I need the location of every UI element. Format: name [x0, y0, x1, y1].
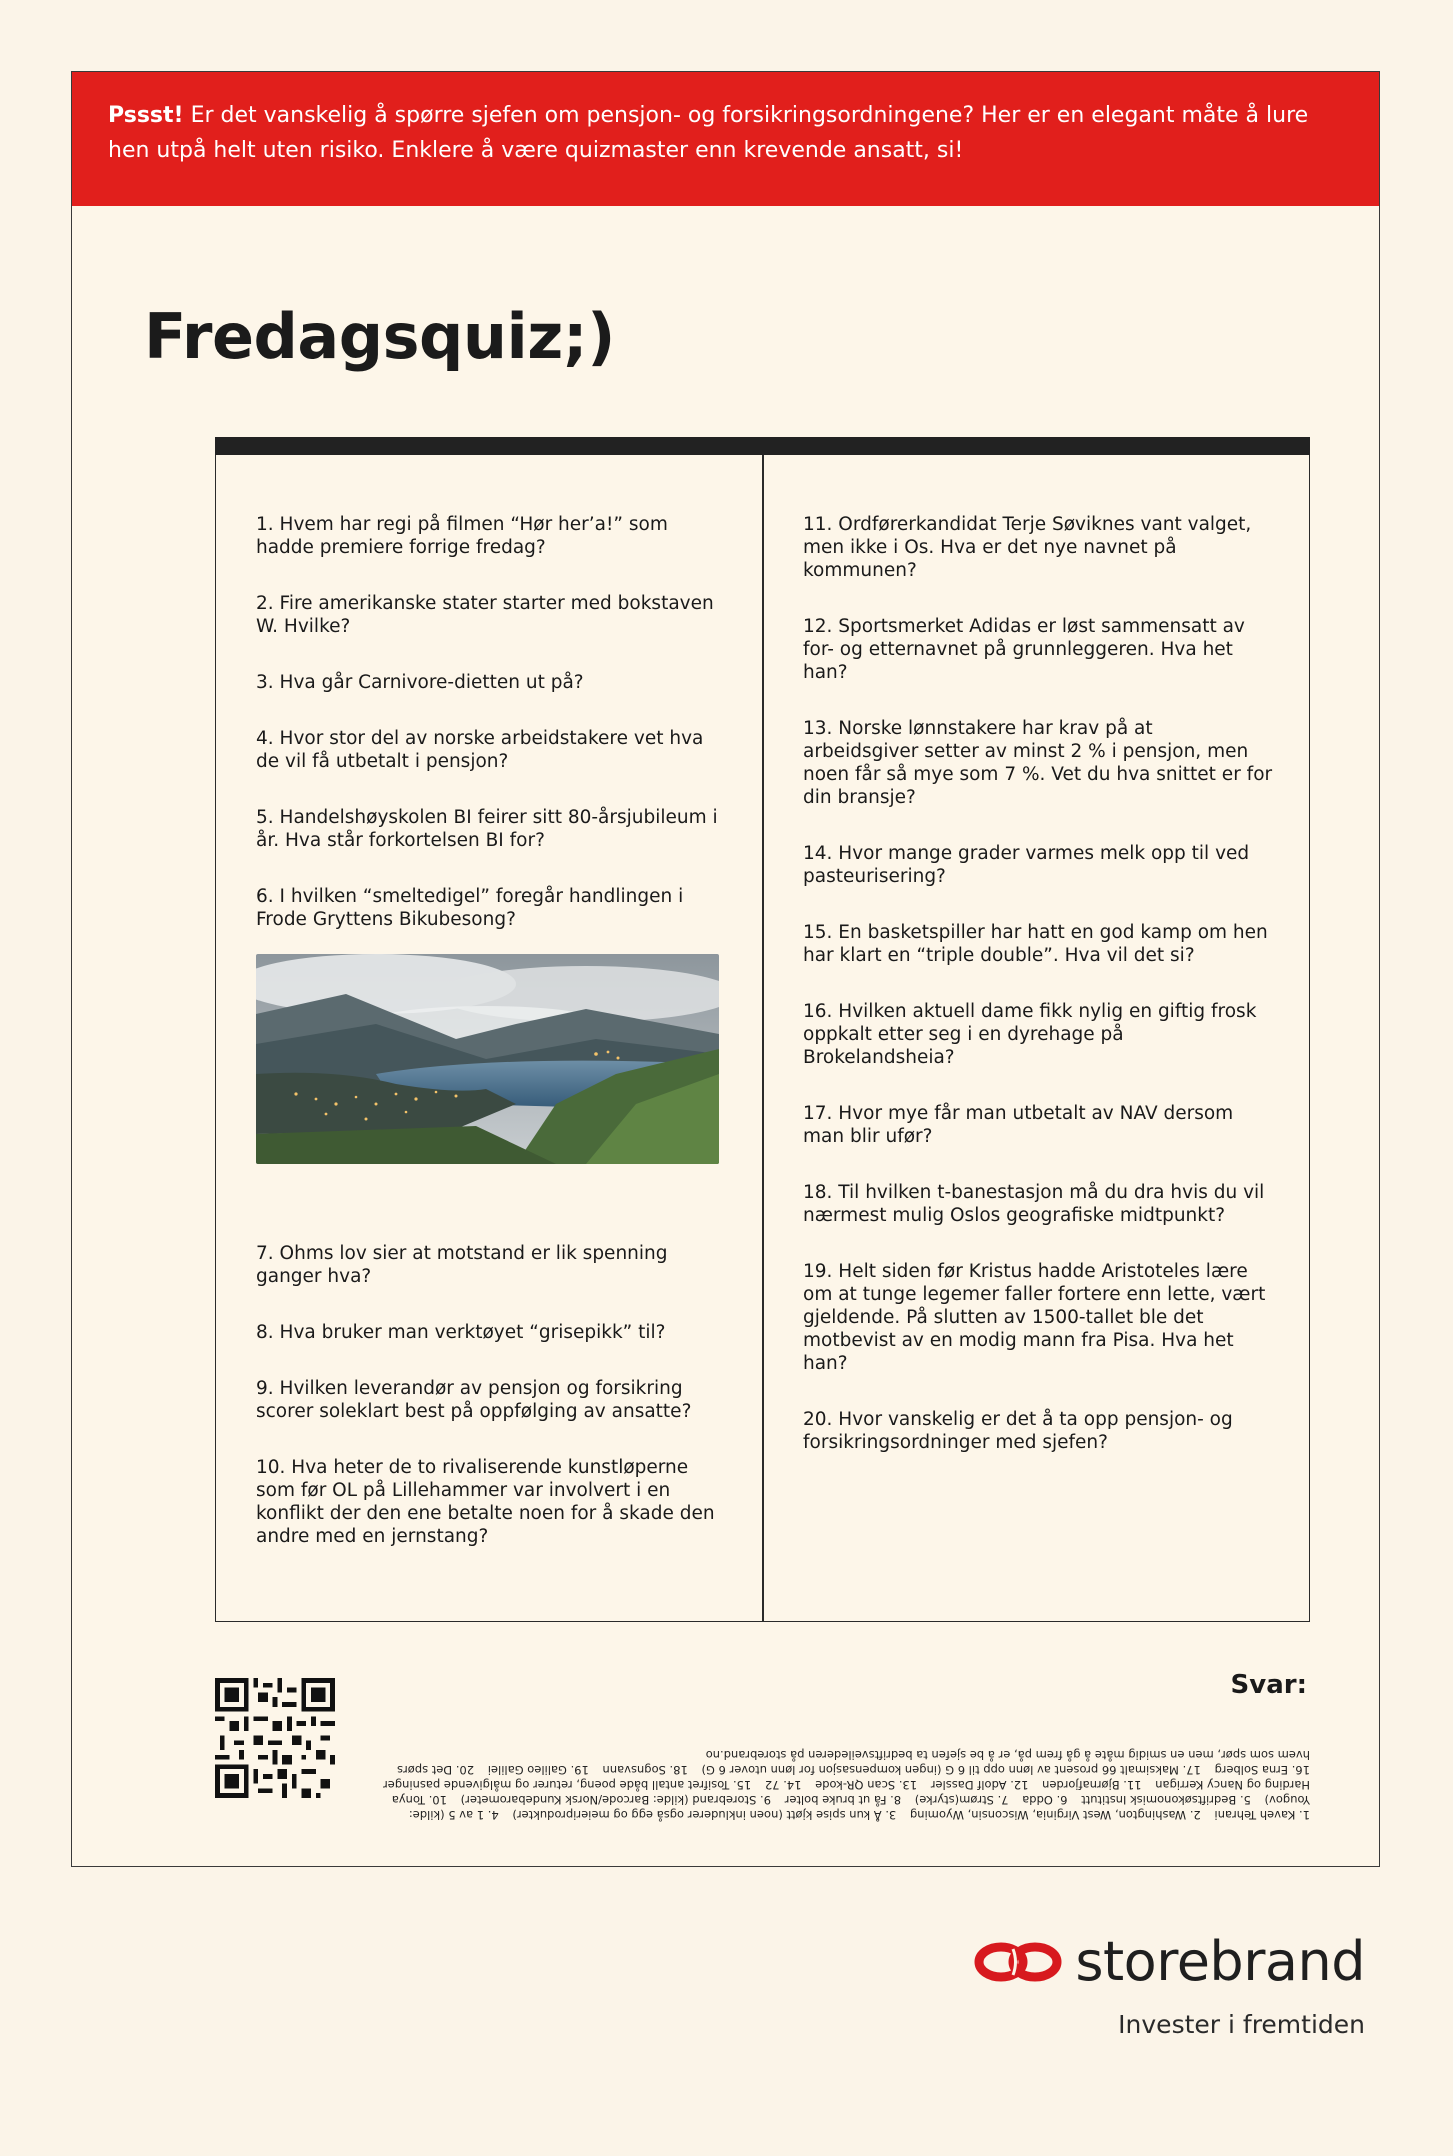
- question-15: 15. En basketspiller har hatt en god kamp om hen har klart en “triple double”. Hva vil det si?: [803, 922, 1268, 966]
- banner-text: Er det vanskelig å spørre sjefen om pensjon- og forsikringsordningene? Her er en elegant måte å lure hen utpå helt uten risiko. Enklere å være quizmaster enn krevende ansatt, si!: [108, 103, 1309, 163]
- answer-6: 6. Odda: [1022, 1793, 1068, 1807]
- question-4: 4. Hvor stor del av norske arbeidstakere vet hva de vil få utbetalt i pensjon?: [256, 728, 704, 772]
- answer-8: 8. Få ut bruke bolter: [784, 1793, 902, 1807]
- answers-upside-down: [372, 1712, 1310, 1822]
- question-8: 8. Hva bruker man verktøyet “grisepikk” til?: [256, 1322, 666, 1343]
- answer-16: 16. Erna Solberg: [1214, 1763, 1310, 1777]
- question-2: 2. Fire amerikanske stater starter med bokstaven W. Hvilke?: [256, 593, 714, 637]
- answers-qr-code[interactable]: [215, 1678, 335, 1798]
- questions-left-column: [256, 513, 721, 1581]
- answer-17: 17. Maksimalt 66 prosent av lønn opp til 6 G (ingen kompensasjon for lønn utover 6 G): [701, 1763, 1201, 1777]
- question-9: 9. Hvilken leverandør av pensjon og forsikring scorer soleklart best på oppfølging av ansatte?: [256, 1378, 692, 1422]
- question-18: 18. Til hvilken t-banestasjon må du dra hvis du vil nærmest mulig Oslos geografiske midtpunkt?: [803, 1182, 1265, 1226]
- question-3: 3. Hva går Carnivore-dietten ut på?: [256, 672, 584, 693]
- answer-14: 14. 72: [764, 1778, 802, 1792]
- answer-15: 15. Tosifret antall både poeng, returer og målgivende pasninger: [382, 1778, 752, 1792]
- question-7: 7. Ohms lov sier at motstand er lik spenning ganger hva?: [256, 1243, 668, 1287]
- brand-name: storebrand: [1075, 1930, 1365, 1993]
- answer-5: 5. Bedriftsøkonomisk Institutt: [1081, 1793, 1251, 1807]
- storebrand-logo[interactable]: [973, 1930, 1365, 1993]
- answer-13: 13. Scan QR-kode: [815, 1778, 918, 1792]
- question-17: 17. Hvor mye får man utbetalt av NAV dersom man blir ufør?: [803, 1103, 1234, 1147]
- question-19: 19. Helt siden før Kristus hadde Aristoteles lære om at tunge legemer faller fortere enn lette, vært gjeldende. På slutten av 1500-tallet ble det motbevist av en modig mann fra Pisa. Hva het han?: [803, 1261, 1266, 1374]
- answer-1: 1. Kaveh Tehrani: [1214, 1808, 1310, 1822]
- question-11: 11. Ordførerkandidat Terje Søviknes vant valget, men ikke i Os. Hva er det nye navnet på kommunen?: [803, 514, 1252, 581]
- answer-18: 18. Sognsvann: [602, 1763, 688, 1777]
- question-16: 16. Hvilken aktuell dame fikk nylig en giftig frosk oppkalt etter seg i en dyrehage på Brokelandsheia?: [803, 1001, 1257, 1068]
- answer-4: 4. 1 av 5 (kilde: Yougov): [408, 1793, 1310, 1822]
- question-20: 20. Hvor vanskelig er det å ta opp pensjon- og forsikringsordninger med sjefen?: [803, 1409, 1233, 1453]
- questions-right-column: [803, 513, 1273, 1487]
- question-5: 5. Handelshøyskolen BI feirer sitt 80-årsjubileum i år. Hva står forkortelsen BI for?: [256, 807, 718, 851]
- answer-10: 10. Tonya Harding og Nancy Kerrigan: [391, 1778, 1310, 1807]
- answer-9: 9. Storebrand (kilde: Barcode/Norsk Kundebarometer): [460, 1793, 771, 1807]
- banner-lead: Pssst!: [108, 103, 184, 128]
- question-12: 12. Sportsmerket Adidas er løst sammensatt av for- og etternavnet på grunnleggeren. Hva het han?: [803, 616, 1245, 683]
- answer-19: 19. Galileo Galilei: [487, 1763, 589, 1777]
- column-divider: [762, 455, 764, 1621]
- quiz-header-bar: [215, 437, 1310, 455]
- question-10: 10. Hva heter de to rivaliserende kunstløperne som før OL på Lillehammer var involvert i en konflikt der den ene betalte noen for å skade den andre med en jernstang?: [256, 1457, 715, 1547]
- answer-11: 11. Bjørnafjorden: [1042, 1778, 1142, 1792]
- quiz-card: [71, 71, 1380, 1867]
- question-14: 14. Hvor mange grader varmes melk opp til ved pasteurisering?: [803, 843, 1250, 887]
- answer-3: 3. Å kun spise kjøtt (noen inkluderer også egg og meieriprodukter): [512, 1808, 897, 1822]
- storebrand-chain-icon: [973, 1937, 1063, 1987]
- answer-2: 2. Washington, West Virginia, Wisconsin, Wyoming: [909, 1808, 1201, 1822]
- fjord-town-photo: [256, 954, 719, 1164]
- brand-tagline: Invester i fremtiden: [1118, 2010, 1365, 2039]
- intro-banner: [72, 72, 1379, 206]
- question-13: 13. Norske lønnstakere har krav på at arbeidsgiver setter av minst 2 % i pensjon, men noen får så mye som 7 %. Vet du hva snittet er for din bransje?: [803, 718, 1273, 808]
- quiz-table: [215, 437, 1310, 1622]
- page-title: Fredagsquiz;): [144, 300, 616, 373]
- question-1: 1. Hvem har regi på filmen “Hør her’a!” som hadde premiere forrige fredag?: [256, 514, 668, 558]
- answers-heading: Svar:: [1230, 1670, 1307, 1700]
- question-6: 6. I hvilken “smeltedigel” foregår handlingen i Frode Gryttens Bikubesong?: [256, 886, 684, 930]
- answer-12: 12. Adolf Dassler: [930, 1778, 1029, 1792]
- answer-20: 20. Det spørs hvem som spør, men en smidig måte å gå frem på, er å be sjefen ta bedriftsveilederen på storebrand.no: [397, 1748, 1310, 1777]
- answer-7: 7. Strøm(styrke): [914, 1793, 1009, 1807]
